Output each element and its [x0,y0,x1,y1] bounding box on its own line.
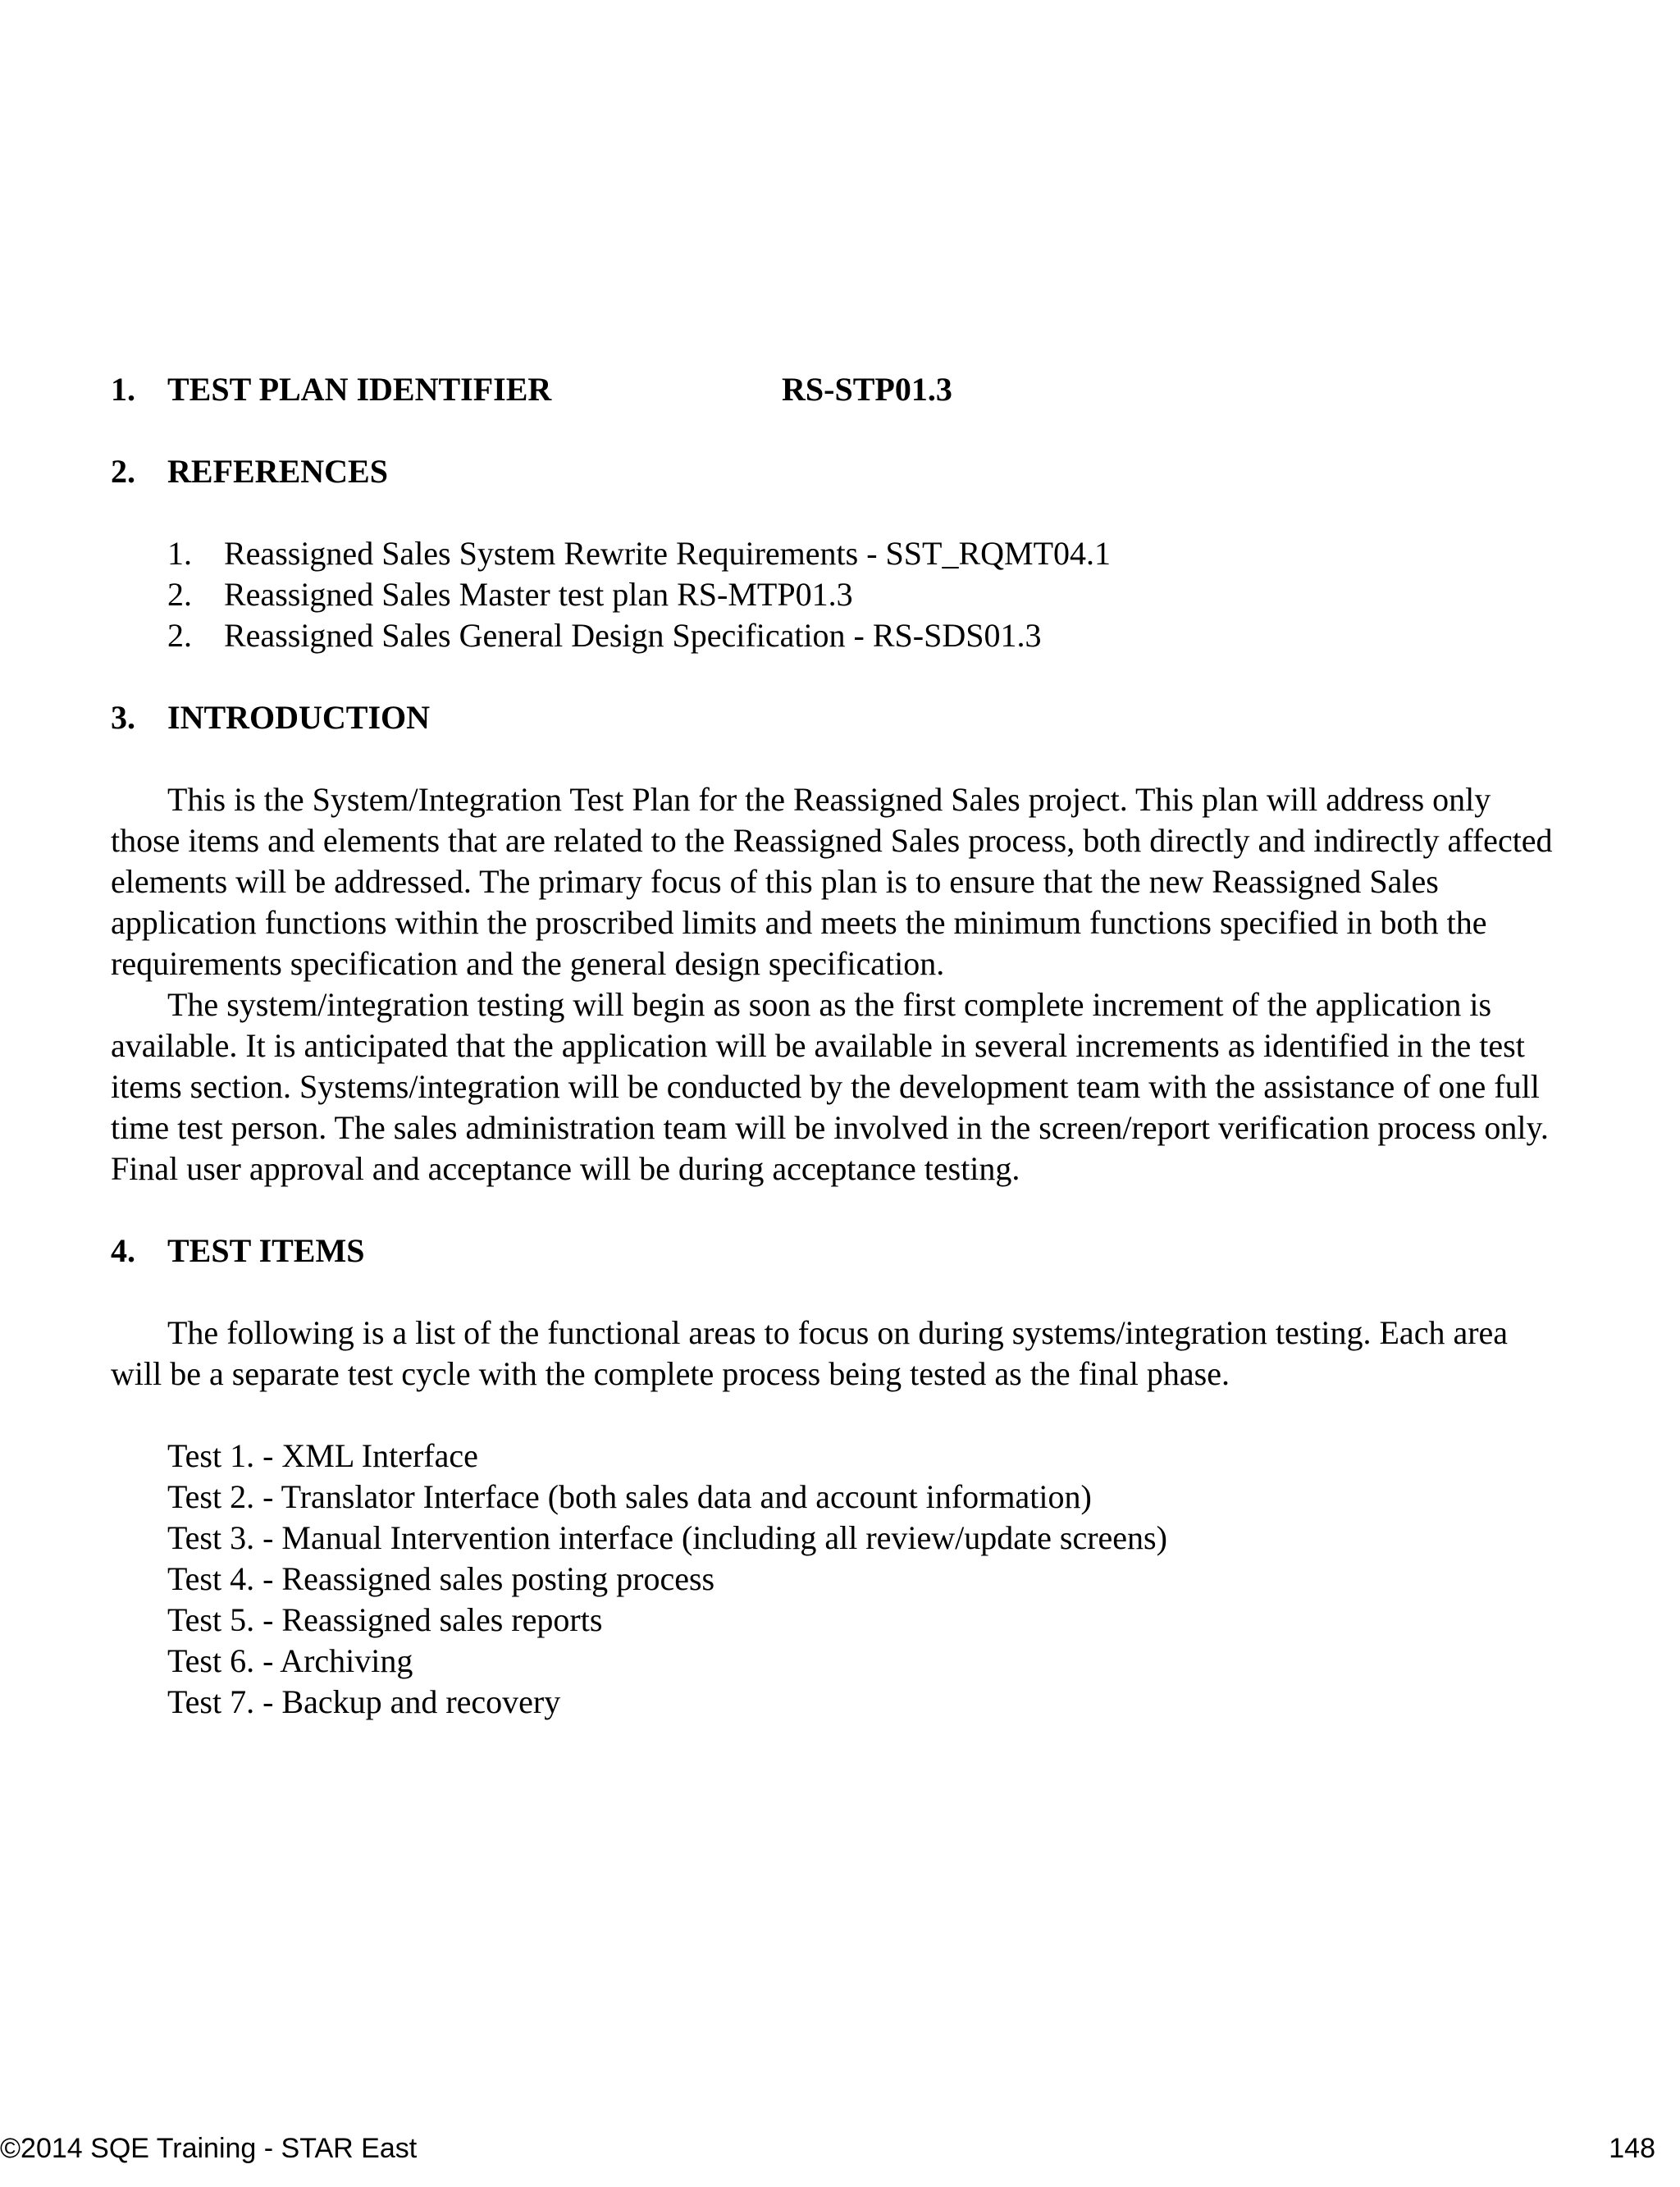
section-references [111,451,1554,492]
list-item: Test 7. - Backup and recovery [167,1683,561,1720]
list-item: Test 1. - XML Interface [167,1437,478,1474]
list-item [167,574,1554,615]
references-list [111,533,1554,656]
list-item: Test 2. - Translator Interface (both sales data and account information) [167,1478,1092,1515]
footer-copyright: ©2014 SQE Training - STAR East [0,2133,418,2164]
section-test-items [111,1230,1554,1272]
list-item: Test 3. - Manual Intervention interface (including all review/update screens) [167,1519,1167,1556]
section-number: 1. [111,371,135,408]
list-item-number: 2. [167,617,192,654]
document-body [111,369,1554,1723]
section-title: INTRODUCTION [167,699,431,736]
list-item: Test 5. - Reassigned sales reports [167,1601,603,1638]
list-item: Test 4. - Reassigned sales posting process [167,1560,715,1597]
page-number: 148 [1609,2133,1655,2164]
list-item [167,533,1554,574]
list-item-text: Reassigned Sales General Design Specification - RS-SDS01.3 [224,617,1042,654]
section-number: 3. [111,699,135,736]
list-item-text: Reassigned Sales System Rewrite Requirements - SST_RQMT04.1 [224,535,1112,572]
section-number: 2. [111,453,135,490]
section-number: 4. [111,1232,135,1269]
list-item-text: Reassigned Sales Master test plan RS-MTP01.3 [224,576,853,613]
test-items-list [111,1436,1554,1723]
list-item-number: 2. [167,576,192,613]
test-items-paragraph: The following is a list of the functional areas to focus on during systems/integration testing. Each area will be a separate test cycle with the complete process being tested as the final phase. [111,1314,1509,1392]
section-title: REFERENCES [167,453,388,490]
section-title: TEST ITEMS [167,1232,365,1269]
test-plan-identifier-value: RS-STP01.3 [782,371,952,408]
section-test-plan-identifier [111,369,1554,410]
introduction-paragraph: This is the System/Integration Test Plan for the Reassigned Sales project. This plan will address only those items and elements that are related to the Reassigned Sales process, both directly and indirectly affected elements will be addressed. The primary focus of this plan is to ensure that the new Reassigned Sales application functions within the proscribed limits and meets the minimum functions specified in both the requirements specification and the general design specification. [111,781,1553,982]
introduction-paragraph: The system/integration testing will begin as soon as the first complete increment of the application is available. It is anticipated that the application will be available in several increments as identified in the test items section. Systems/integration will be conducted by the development team with the assistance of one full time test person. The sales administration team will be involved in the screen/report verification process only. Final user approval and acceptance will be during acceptance testing. [111,986,1549,1187]
section-title: TEST PLAN IDENTIFIER [167,371,552,408]
list-item-number: 1. [167,535,192,572]
list-item: Test 6. - Archiving [167,1642,413,1679]
list-item [167,615,1554,656]
section-introduction [111,697,1554,738]
